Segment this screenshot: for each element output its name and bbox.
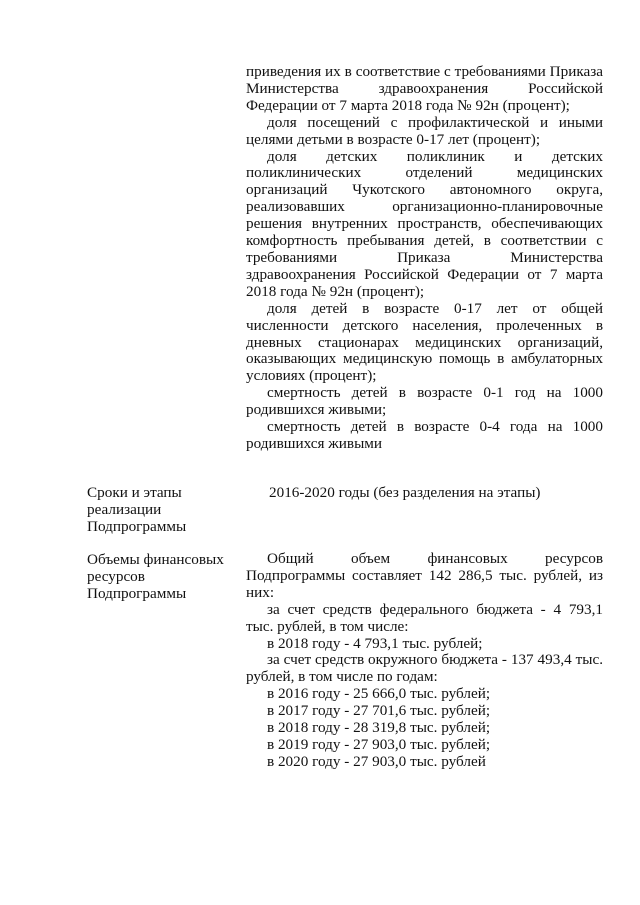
financing-line: в 2019 году - 27 903,0 тыс. рублей; <box>267 735 491 753</box>
financing-line: в 2020 году - 27 903,0 тыс. рублей <box>267 752 486 770</box>
financing-total: Общий объем финансовых ресурсов Подпрограммы составляет 142 286,5 тыс. рублей, из них: <box>246 550 603 601</box>
financing-line: за счет средств федерального бюджета - 4 793,1 тыс. рублей, в том числе: <box>246 600 603 635</box>
target-indicators-block <box>246 64 603 453</box>
indicator-paragraph: доля детей в возрасте 0-17 лет от общей численности детского населения, пролеченных в дневных стационарах медицинских организаций, оказывающих медицинскую помощь в амбулаторных условиях (процент); <box>246 299 603 385</box>
indicator-paragraph: доля детских поликлиник и детских поликлинических отделений медицинских организаций Чукотского автономного округа, реализовавших организационно-планировочные решения внутренних пространств, обеспечивающих комфортность пребывания детей, в соответствии с требованиями Приказа Министерства здравоохранения Российской Федерации от 7 марта 2018 года № 92н (процент); <box>246 147 603 300</box>
periods-value: 2016-2020 годы (без разделения на этапы) <box>269 484 541 501</box>
periods-label: Сроки и этапы реализации Подпрограммы <box>87 484 187 535</box>
financing-line: в 2018 году - 4 793,1 тыс. рублей; <box>267 634 483 652</box>
indicator-paragraph: смертность детей в возрасте 0-4 года на 1000 родившихся живыми <box>246 418 603 452</box>
indicator-paragraph: смертность детей в возрасте 0-1 год на 1000 родившихся живыми; <box>246 384 603 419</box>
financing-line: за счет средств окружного бюджета - 137 493,4 тыс. рублей, в том числе по годам: <box>246 651 603 686</box>
financing-block <box>246 551 603 771</box>
financing-line: в 2016 году - 25 666,0 тыс. рублей; <box>267 685 491 703</box>
financing-line: в 2018 году - 28 319,8 тыс. рублей; <box>267 719 491 737</box>
indicator-paragraph: доля посещений с профилактической и иными целями детьми в возрасте 0-17 лет (процент); <box>246 113 603 148</box>
indicator-paragraph: приведения их в соответствие с требованиями Приказа Министерства здравоохранения Российской Федерации от 7 марта 2018 года № 92н (процент); <box>246 63 603 114</box>
financing-label: Объемы финансовых ресурсов Подпрограммы <box>87 551 224 602</box>
financing-line: в 2017 году - 27 701,6 тыс. рублей; <box>267 702 491 720</box>
